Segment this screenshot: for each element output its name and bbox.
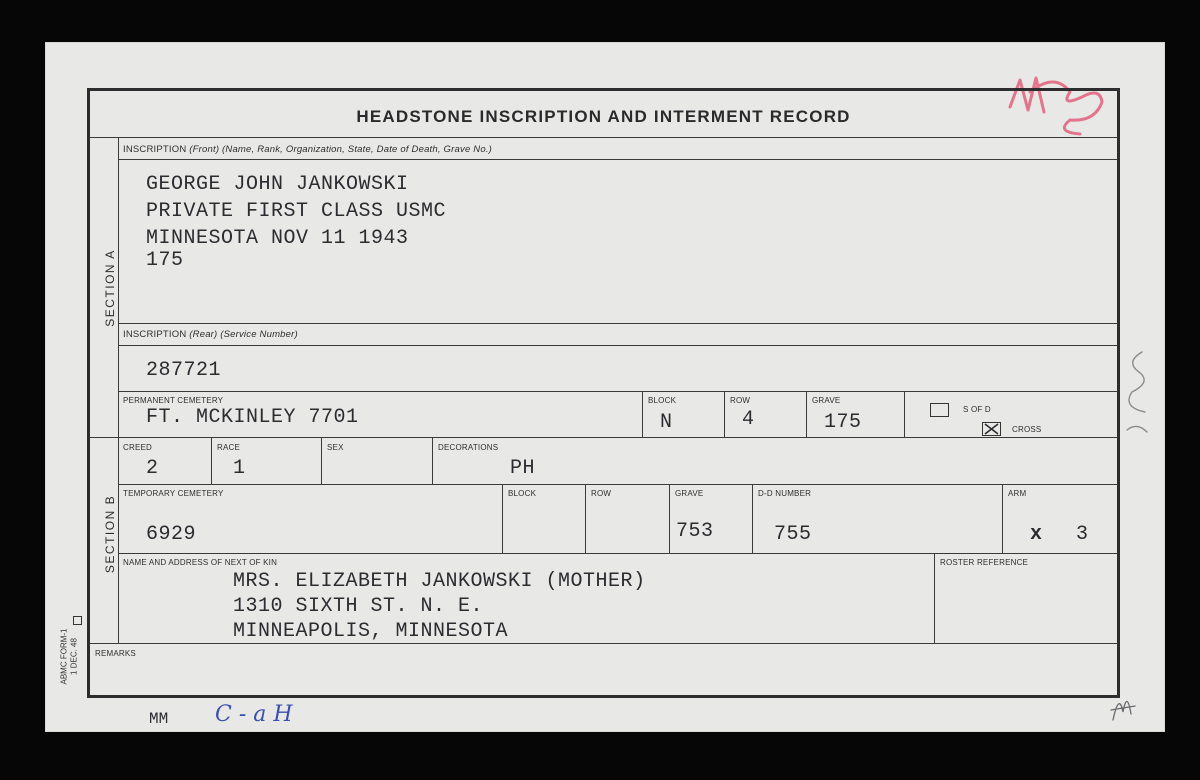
dd-number-label: D-D NUMBER <box>758 489 812 498</box>
form-date: 1 DEC. 48 <box>69 638 79 675</box>
permanent-grave-value: 175 <box>824 411 862 434</box>
creed-label: CREED <box>123 443 153 452</box>
footer-typed-initials: MM <box>149 710 169 728</box>
inscription-front-line-2: PRIVATE FIRST CLASS USMC <box>146 200 447 223</box>
section-b-label: SECTION B <box>103 494 117 574</box>
temporary-cemetery-label: TEMPORARY CEMETERY <box>123 489 224 498</box>
temporary-grave-label: GRAVE <box>675 489 704 498</box>
decorations-label: DECORATIONS <box>438 443 499 452</box>
inscription-front-label: INSCRIPTION (Front) (Name, Rank, Organization, State, Date of Death, Grave No.) <box>123 144 493 155</box>
race-label: RACE <box>217 443 241 452</box>
next-of-kin-line-1: MRS. ELIZABETH JANKOWSKI (MOTHER) <box>233 570 646 593</box>
permanent-row-value: 4 <box>742 408 755 431</box>
permanent-cemetery-label: PERMANENT CEMETERY <box>123 396 224 405</box>
permanent-block-label: BLOCK <box>648 396 677 405</box>
dd-number-value: 755 <box>774 523 812 546</box>
next-of-kin-line-3: MINNEAPOLIS, MINNESOTA <box>233 620 509 643</box>
temporary-cemetery-value: 6929 <box>146 523 197 546</box>
temporary-grave-value: 753 <box>676 520 714 543</box>
race-value: 1 <box>233 457 246 480</box>
form-title: HEADSTONE INSCRIPTION AND INTERMENT RECORD <box>356 107 851 126</box>
temporary-row-label: ROW <box>591 489 612 498</box>
service-number: 287721 <box>146 359 222 382</box>
inscription-rear-label: INSCRIPTION (Rear) (Service Number) <box>123 329 298 340</box>
form-frame <box>87 88 1120 698</box>
remarks-label: REMARKS <box>95 649 136 658</box>
permanent-grave-label: GRAVE <box>812 396 841 405</box>
permanent-cemetery-value: FT. MCKINLEY 7701 <box>146 406 359 429</box>
decorations-value: PH <box>510 457 536 480</box>
temporary-block-label: BLOCK <box>508 489 537 498</box>
cross-label: CROSS <box>1012 425 1042 434</box>
footer-handwritten-note: C - a H <box>215 702 293 727</box>
record-card <box>45 42 1165 732</box>
permanent-row-label: ROW <box>730 396 751 405</box>
inscription-front-line-4: 175 <box>146 249 184 272</box>
arm-x-mark: x <box>1030 523 1043 546</box>
arm-label: ARM <box>1008 489 1027 498</box>
section-a-label: SECTION A <box>103 249 117 327</box>
s-of-d-label: S OF D <box>963 405 991 414</box>
sex-label: SEX <box>327 443 344 452</box>
s-of-d-checkbox[interactable] <box>930 403 949 417</box>
form-number: ABMC FORM-1 <box>59 628 69 685</box>
roster-reference-label: ROSTER REFERENCE <box>940 558 1029 567</box>
next-of-kin-label: NAME AND ADDRESS OF NEXT OF KIN <box>123 558 278 567</box>
arm-value: 3 <box>1076 523 1089 546</box>
inscription-front-line-1: GEORGE JOHN JANKOWSKI <box>146 173 409 196</box>
pencil-initials-mark <box>1105 682 1145 727</box>
next-of-kin-line-2: 1310 SIXTH ST. N. E. <box>233 595 484 618</box>
creed-value: 2 <box>146 457 159 480</box>
form-checkbox-icon <box>73 616 82 625</box>
pencil-mark-right <box>1117 342 1162 442</box>
permanent-block-value: N <box>660 411 673 434</box>
inscription-front-line-3: MINNESOTA NOV 11 1943 <box>146 227 409 250</box>
cross-checkbox[interactable] <box>982 422 1001 436</box>
